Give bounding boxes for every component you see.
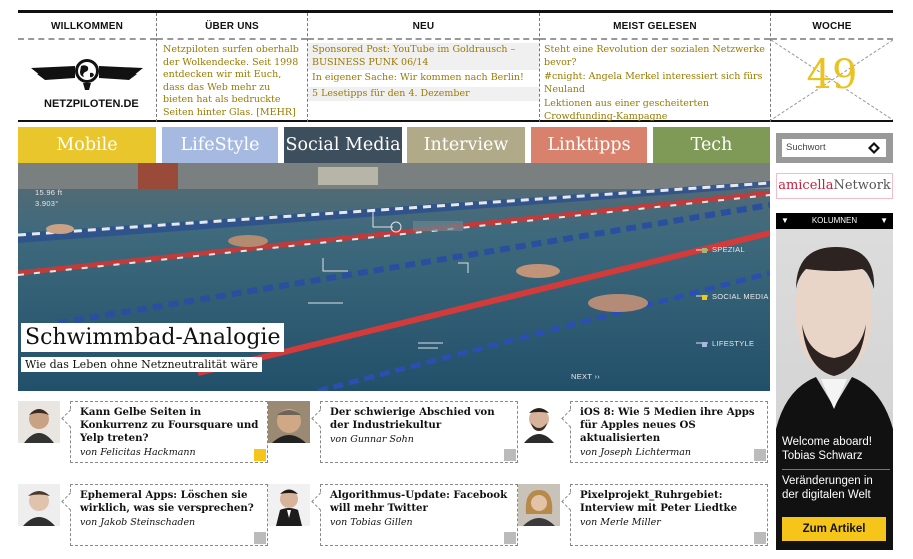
network-label: Network: [833, 178, 891, 193]
teaser-box: [570, 484, 768, 546]
teaser-box: [320, 484, 518, 546]
amicella-label: amicella: [778, 178, 834, 193]
teaser-card[interactable]: [18, 484, 270, 550]
hud-readout-2: 3.903°: [35, 199, 59, 208]
teaser-title[interactable]: Algorithmus-Update: Facebook will mehr Twitter: [330, 489, 508, 514]
diamond-arrow-icon[interactable]: [868, 142, 880, 154]
col-meist-gelesen: [540, 13, 770, 122]
avatar[interactable]: [18, 484, 60, 526]
nav-linktipps[interactable]: Linktipps: [531, 127, 647, 163]
teaser-title[interactable]: Kann Gelbe Seiten in Konkurrenz zu Foursquare und Yelp treten?: [80, 406, 259, 444]
welcome-line-2: Tobias Schwarz: [782, 450, 863, 462]
meist-item[interactable]: Steht eine Revolution der sozialen Netzwerke bevor?: [544, 44, 765, 68]
search-bar: [776, 133, 893, 163]
zum-artikel-button[interactable]: Zum Artikel: [782, 517, 886, 541]
teaser-card[interactable]: [18, 401, 270, 467]
welcome-line-1: Welcome aboard!: [782, 436, 872, 448]
teaser-author[interactable]: von Joseph Lichterman: [580, 447, 692, 458]
triangle-down-icon[interactable]: ▼: [880, 216, 888, 225]
sidebar-header-label: KOLUMNEN: [811, 216, 858, 225]
header-woche: WOCHE: [771, 13, 893, 40]
hero-title[interactable]: Schwimmbad-Analogie: [21, 323, 284, 352]
teaser-corner-marker: [254, 449, 266, 461]
avatar[interactable]: [268, 484, 310, 526]
sidebar-header: [776, 213, 893, 229]
nav-interview[interactable]: Interview: [407, 127, 525, 163]
logo[interactable]: [18, 40, 156, 120]
columns-sidebar: [776, 213, 893, 550]
avatar[interactable]: [518, 484, 560, 526]
sidebar-tagline: Veränderungen in der digitalen Welt: [782, 475, 873, 501]
teaser-corner-marker: [504, 532, 516, 544]
top-bar: [18, 10, 893, 122]
logo-text: NETZPILOTEN.DE: [44, 98, 139, 110]
neu-item[interactable]: 5 Lesetipps für den 4. Dezember: [308, 87, 539, 102]
teaser-box: [70, 401, 268, 463]
nav-lifestyle[interactable]: LifeStyle: [162, 127, 278, 163]
amicella-network-banner[interactable]: [776, 173, 893, 199]
next-button[interactable]: [571, 372, 600, 381]
header-ueber-uns[interactable]: ÜBER UNS: [157, 13, 307, 40]
hero-image[interactable]: [18, 163, 770, 391]
nav-social-media[interactable]: Social Media: [284, 127, 402, 163]
teaser-author[interactable]: von Jakob Steinschaden: [80, 517, 196, 528]
hud-readout-1: 15.96 ft: [35, 188, 63, 197]
teaser-title[interactable]: Der schwierige Abschied von der Industriekultur: [330, 406, 495, 431]
header-meist-gelesen[interactable]: MEIST GELESEN: [540, 13, 770, 40]
teaser-box: [70, 484, 268, 546]
neu-item[interactable]: Sponsored Post: YouTube im Goldrausch – BUSINESS PUNK 06/14: [308, 43, 539, 70]
teaser-author[interactable]: von Felicitas Hackmann: [80, 447, 196, 458]
teaser-author[interactable]: von Gunnar Sohn: [330, 434, 414, 445]
hero-label-social-media[interactable]: [702, 292, 769, 301]
avatar[interactable]: [268, 401, 310, 443]
teaser-title[interactable]: iOS 8: Wie 5 Medien ihre Apps für Apples neues OS aktualisierten: [580, 406, 755, 444]
col-neu: [308, 13, 539, 122]
neu-item[interactable]: In eigener Sache: Wir kommen nach Berlin!: [312, 72, 524, 83]
week-box: [771, 40, 893, 120]
avatar[interactable]: [518, 401, 560, 443]
search-input[interactable]: Suchwort: [782, 139, 886, 157]
next-label: NEXT: [571, 372, 593, 381]
triangle-down-icon[interactable]: ▼: [781, 216, 789, 225]
teaser-corner-marker: [254, 532, 266, 544]
label-spezial-text: SPEZIAL: [712, 245, 745, 254]
meist-item[interactable]: Lektionen aus einer gescheiterten Crowdfunding-Kampagne: [544, 98, 709, 122]
hero-label-lifestyle[interactable]: [702, 339, 754, 348]
label-social-media-text: SOCIAL MEDIA: [712, 292, 769, 301]
header-neu[interactable]: NEU: [308, 13, 539, 40]
teaser-box: [570, 401, 768, 463]
hero-label-spezial[interactable]: [702, 245, 745, 254]
nav-mobile[interactable]: Mobile: [18, 127, 156, 163]
col-ueber-uns: [157, 13, 307, 122]
teaser-card[interactable]: [268, 401, 520, 467]
teaser-title[interactable]: Ephemeral Apps: Löschen sie wirklich, was sie versprechen?: [80, 489, 254, 514]
double-chevron-icon: ››: [594, 372, 601, 381]
teaser-title[interactable]: Pixelprojekt_Ruhrgebiet: Interview mit Peter Liedtke: [580, 489, 738, 514]
teaser-corner-marker: [754, 449, 766, 461]
teaser-card[interactable]: [268, 484, 520, 550]
about-text[interactable]: Netzpiloten surfen oberhalb der Wolkendecke. Seit 1998 entdecken wir mit Euch, dass das Web mehr zu bieten hat als bedruckte Seiten hinter Glas. [MEHR]: [163, 44, 299, 118]
teaser-corner-marker: [754, 532, 766, 544]
header-willkommen[interactable]: WILLKOMMEN: [18, 13, 156, 40]
col-woche: [771, 13, 893, 122]
week-number: 49: [806, 52, 858, 98]
meist-item[interactable]: #cnight: Angela Merkel interessiert sich fürs Neuland: [544, 71, 763, 95]
teaser-author[interactable]: von Merle Miller: [580, 517, 661, 528]
teaser-card[interactable]: [518, 401, 770, 467]
teaser-box: [320, 401, 518, 463]
sidebar-welcome: [782, 435, 890, 502]
wings-globe-icon: [27, 54, 147, 94]
nav-tech[interactable]: Tech: [653, 127, 770, 163]
avatar[interactable]: [18, 401, 60, 443]
teaser-corner-marker: [504, 449, 516, 461]
col-willkommen: [18, 13, 156, 122]
hero-subtitle[interactable]: Wie das Leben ohne Netzneutralität wäre: [21, 357, 262, 372]
teaser-card[interactable]: [518, 484, 770, 550]
label-lifestyle-text: LIFESTYLE: [712, 339, 755, 348]
teaser-author[interactable]: von Tobias Gillen: [330, 517, 413, 528]
